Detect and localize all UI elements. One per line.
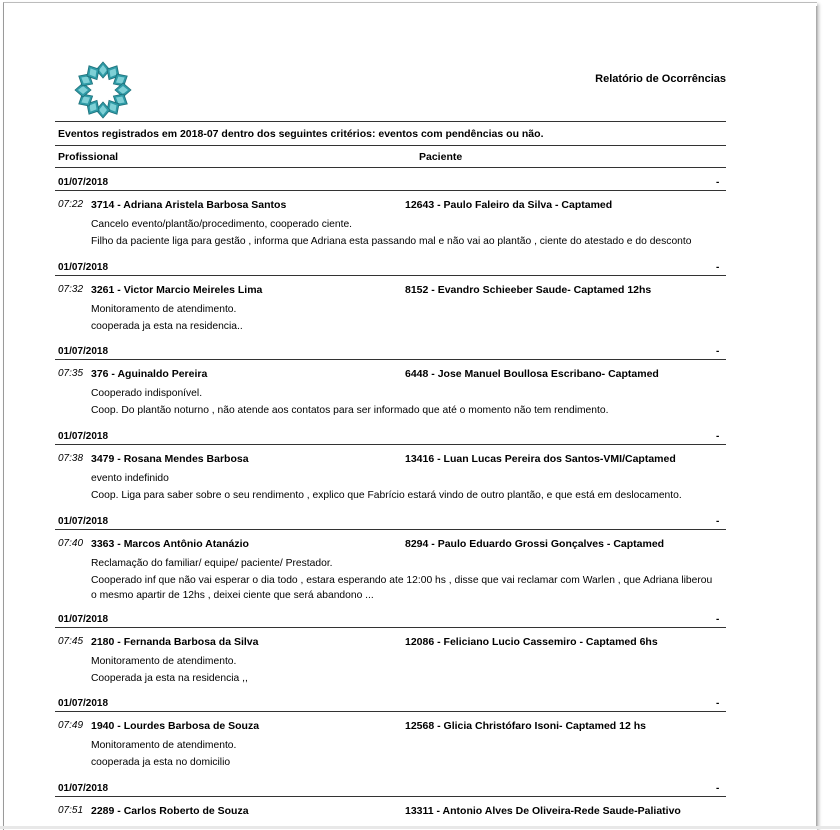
entries-list [0,168,840,817]
entry-patient: 12568 - Glicia Christófaro Isoni- Captamed 12 hs [405,720,646,732]
entry-main-row [0,538,840,555]
entry-note: Filho da paciente liga para gestão , informa que Adriana esta passando mal e não vai ao plantão , ciente do atestado e do desconto [91,236,692,247]
entry-description: Monitoramento de atendimento. [91,740,237,751]
occurrence-entry [0,605,840,690]
occurrence-entry [0,422,840,507]
date-divider [55,796,726,797]
entry-description: Monitoramento de atendimento. [91,655,237,667]
date-divider [55,359,726,360]
entry-date: 01/07/2018 [58,261,109,273]
date-row [0,605,840,625]
date-row [0,774,840,794]
entry-note: cooperada ja esta no domicilio [91,757,231,768]
entry-date: 01/07/2018 [58,613,109,625]
date-divider [55,275,726,276]
entry-time: 07:38 [58,453,84,464]
entry-patient: 13311 - Antonio Alves De Oliveira-Rede Saude-Paliativo [405,805,681,817]
entry-time: 07:40 [58,538,84,549]
date-divider [55,627,726,628]
date-divider [55,190,726,191]
entry-dash: - [716,783,720,794]
date-divider [55,711,726,712]
date-divider [55,529,726,530]
date-row [0,689,840,709]
entry-main-row [0,805,840,822]
entry-professional: 376 - Aguinaldo Pereira [91,368,208,380]
entry-date: 01/07/2018 [58,346,109,357]
entry-time: 07:35 [58,368,84,379]
entry-dash: - [716,516,720,527]
entry-description: Cooperado indisponível. [91,388,203,399]
date-row [0,253,840,273]
entry-description: Reclamação do familiar/ equipe/ paciente/ Prestador. [91,558,333,569]
column-header-paciente: Paciente [419,151,463,163]
entry-time: 07:45 [58,635,84,647]
entry-patient: 8294 - Paulo Eduardo Grossi Gonçalves - Captamed [405,538,665,550]
entry-time: 07:49 [58,720,84,731]
entry-patient: 8152 - Evandro Schieeber Saude- Captamed 12hs [405,283,652,296]
entry-time: 07:51 [58,805,84,816]
column-header-profissional: Profissional [58,151,119,163]
entry-patient: 12086 - Feliciano Lucio Cassemiro - Captamed 6hs [405,635,658,648]
entry-date: 01/07/2018 [58,431,109,442]
entry-patient: 13416 - Luan Lucas Pereira dos Santos-VMI/Captamed [405,453,676,465]
report-title: Relatório de Ocorrências [595,73,726,85]
entry-professional: 3714 - Adriana Aristela Barbosa Santos [91,199,287,211]
date-row [0,422,840,442]
occurrence-entry [0,337,840,422]
entry-dash: - [716,431,720,442]
entry-note: cooperada ja esta na residencia.. [91,320,243,332]
date-divider [55,444,726,445]
criteria-divider [55,145,726,146]
entry-time: 07:22 [58,199,84,210]
entry-note: Coop. Do plantão noturno , não atende aos contatos para ser informado que até o momento não tem rendimento. [91,405,609,416]
entry-professional: 1940 - Lourdes Barbosa de Souza [91,720,260,732]
entry-professional: 3479 - Rosana Mendes Barbosa [91,453,249,465]
entry-dash: - [716,177,720,188]
entry-main-row [0,368,840,385]
header-divider [55,121,726,122]
occurrence-entry [0,774,840,817]
entry-main-row [0,453,840,470]
entry-date: 01/07/2018 [58,516,109,527]
entry-note: Cooperado inf que não vai esperar o dia todo , estara esperando ate 12:00 hs , disse que vai reclamar com Warlen , que Adriana liberou o mesmo apartir de 12hs , deixei ciente que será abandono ... [91,575,713,601]
entry-main-row [0,636,840,653]
date-row [0,168,840,188]
occurrence-entry [0,253,840,338]
entry-date: 01/07/2018 [58,177,109,188]
occurrence-entry [0,168,840,253]
entry-main-row [0,199,840,216]
entry-dash: - [716,261,720,273]
entry-professional: 3363 - Marcos Antônio Atanázio [91,538,249,550]
entry-main-row [0,720,840,737]
company-logo [71,59,135,121]
entry-description: Monitoramento de atendimento. [91,303,237,315]
entry-patient: 6448 - Jose Manuel Boullosa Escribano- Captamed [405,368,659,380]
entry-note: Cooperada ja esta na residencia ,, [91,672,248,684]
entry-time: 07:32 [58,283,84,295]
entry-main-row [0,284,840,301]
entry-professional: 3261 - Victor Marcio Meireles Lima [91,283,263,296]
entry-patient: 12643 - Paulo Faleiro da Silva - Captamed [405,199,613,211]
date-row [0,337,840,357]
entry-dash: - [716,698,720,709]
entry-dash: - [716,346,720,357]
entry-note: Coop. Liga para saber sobre o seu rendimento , explico que Fabrício estará vindo de outro plantão, e que está em deslocamento. [91,490,682,501]
entry-date: 01/07/2018 [58,698,109,709]
entry-professional: 2180 - Fernanda Barbosa da Silva [91,635,259,648]
entry-description: evento indefinido [91,473,169,484]
report-criteria: Eventos registrados em 2018-07 dentro dos seguintes critérios: eventos com pendências ou não. [58,128,544,140]
date-row [0,507,840,527]
occurrence-entry [0,507,840,605]
entry-date: 01/07/2018 [58,783,109,794]
occurrence-entry [0,689,840,774]
entry-description: Cancelo evento/plantão/procedimento, cooperado ciente. [91,219,353,230]
entry-dash: - [716,613,720,625]
entry-professional: 2289 - Carlos Roberto de Souza [91,805,249,817]
